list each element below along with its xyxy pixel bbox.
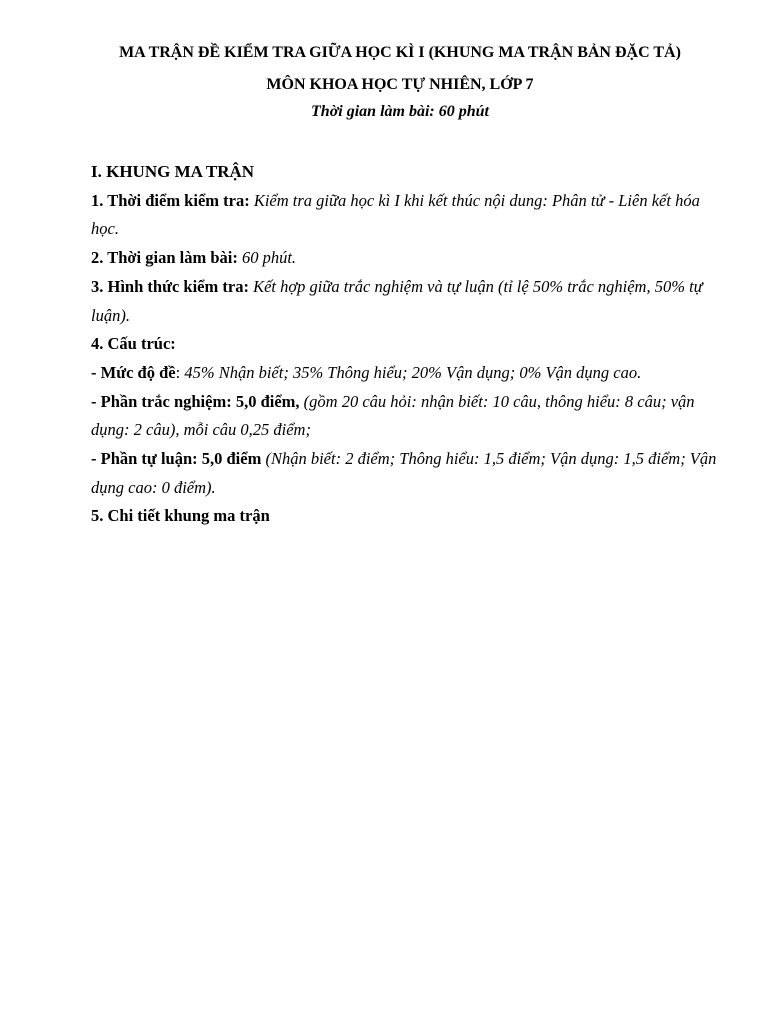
level-paragraph xyxy=(91,359,721,388)
document-title: MA TRẬN ĐỀ KIỂM TRA GIỮA HỌC KÌ I (KHUNG MA TRẬN BẢN ĐẶC TẢ) xyxy=(119,44,681,61)
multiple-choice-paragraph xyxy=(91,388,721,445)
duration-text: 60 phút. xyxy=(241,248,297,268)
format-text: Kết hợp giữa trắc nghiệm và tự luận (tỉ lệ 50% trắc nghiệm, 50% tự luận). xyxy=(91,276,703,325)
essay-label: - Phần tự luận xyxy=(91,449,193,469)
essay-score: : 5,0 điểm xyxy=(192,449,262,469)
matrix-detail-heading: 5. Chi tiết khung ma trận xyxy=(91,506,270,526)
multiple-choice-text: (gồm 20 câu hỏi: nhận biết: 10 câu, thông hiểu: 8 câu; vận dụng: 2 câu), mỗi câu 0,25 điểm; xyxy=(91,391,695,440)
format-paragraph xyxy=(91,273,721,330)
exam-timing-paragraph xyxy=(91,187,721,244)
structure-heading: 4. Cấu trúc: xyxy=(91,334,176,354)
format-label: 3. Hình thức kiểm tra: xyxy=(91,276,249,296)
multiple-choice-label: - Phần trắc nghiệm xyxy=(91,391,227,411)
exam-duration-title: Thời gian làm bài: 60 phút xyxy=(311,103,489,120)
essay-text: (Nhận biết: 2 điểm; Thông hiểu: 1,5 điểm; Vận dụng: 1,5 điểm; Vận dụng cao: 0 điểm). xyxy=(91,449,717,497)
document-body xyxy=(91,158,721,531)
subject-title: MÔN KHOA HỌC TỰ NHIÊN, LỚP 7 xyxy=(266,76,534,93)
level-text: 45% Nhận biết; 35% Thông hiểu; 20% Vận dụng; 0% Vận dụng cao. xyxy=(184,362,642,382)
exam-timing-text: Kiểm tra giữa học kì I khi kết thúc nội dung: Phân tử - Liên kết hóa học. xyxy=(91,190,700,239)
essay-paragraph xyxy=(91,445,721,502)
level-colon: : xyxy=(175,362,181,382)
level-label: - Mức độ đề xyxy=(91,362,176,382)
section-heading: I. KHUNG MA TRẬN xyxy=(91,162,255,181)
multiple-choice-score: : 5,0 điểm, xyxy=(226,391,300,411)
duration-paragraph xyxy=(91,244,721,273)
exam-timing-label: 1. Thời điểm kiểm tra: xyxy=(91,190,250,210)
duration-label: 2. Thời gian làm bài: xyxy=(91,248,238,268)
